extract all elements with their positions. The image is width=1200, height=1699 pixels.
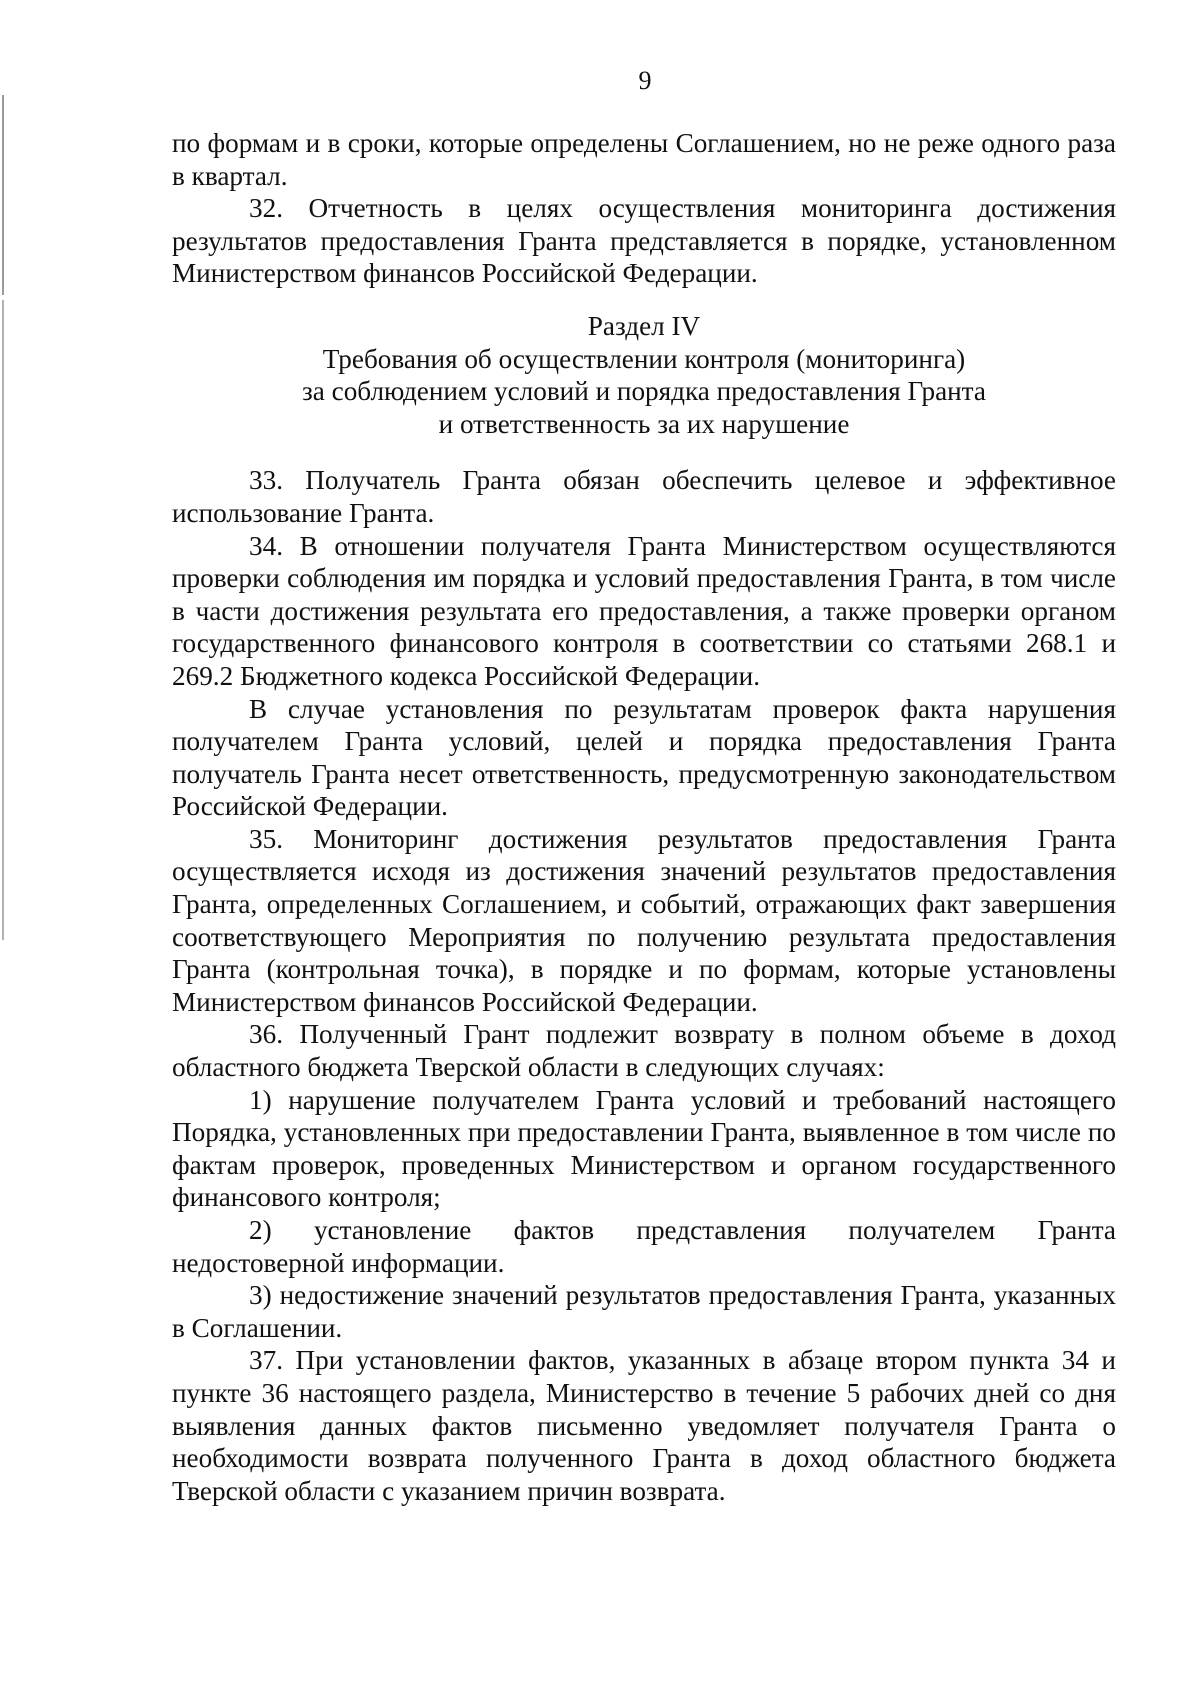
paragraph-32: 32. Отчетность в целях осуществления мониторинга достижения результатов предоставления Гранта представляется в порядке, установленном Министерством финансов Российской Федерации. [172, 193, 1116, 289]
paragraph-33: 33. Получатель Гранта обязан обеспечить целевое и эффективное использование Гранта. [172, 465, 1116, 528]
section-heading [172, 310, 1116, 440]
list-item-3: 3) недостижение значений результатов предоставления Гранта, указанных в Соглашении. [172, 1280, 1116, 1343]
page-number: 9 [638, 66, 652, 95]
paragraph-continuation: по формам и в сроки, которые определены Соглашением, но не реже одного раза в квартал. [172, 128, 1116, 191]
scan-edge-mark [2, 300, 4, 940]
paragraph-34-second: В случае установления по результатам проверок факта нарушения получателем Гранта условий, целей и порядка предоставления Гранта получатель Гранта несет ответственность, предусмотренную законодательством Российской Федерации. [172, 693, 1116, 822]
list-item-1: 1) нарушение получателем Гранта условий и требований настоящего Порядка, установленных при предоставлении Гранта, выявленное в том числе по фактам проверок, проведенных Министерством и органом государственного финансового контроля; [172, 1084, 1116, 1213]
section-title-line: Требования об осуществлении контроля (мониторинга) [322, 343, 966, 374]
document-body [172, 127, 1116, 1507]
section-title-line: и ответственность за их нарушение [438, 408, 850, 439]
paragraph-34: 34. В отношении получателя Гранта Министерством осуществляются проверки соблюдения им порядка и условий предоставления Гранта, в том числе в части достижения результата его предоставления, а также проверки органом государственного финансового контроля в соответствии со статьями 268.1 и 269.2 Бюджетного кодекса Российской Федерации. [172, 530, 1116, 691]
section-title-line: за соблюдением условий и порядка предоставления Гранта [302, 376, 986, 407]
paragraph-36: 36. Полученный Грант подлежит возврату в полном объеме в доход областного бюджета Тверской области в следующих случаях: [172, 1019, 1116, 1083]
scan-edge-mark [2, 95, 4, 295]
paragraph-35: 35. Мониторинг достижения результатов предоставления Гранта осуществляется исходя из достижения значений результатов предоставления Гранта, определенных Соглашением, и событий, отражающих факт завершения соответствующего Мероприятия по получению результата предоставления Гранта (контрольная точка), в порядке и по формам, которые установлены Министерством финансов Российской Федерации. [172, 823, 1116, 1017]
paragraph-37: 37. При установлении фактов, указанных в абзаце втором пункта 34 и пункте 36 настоящего раздела, Министерство в течение 5 рабочих дней со дня выявления данных фактов письменно уведомляет получателя Гранта о необходимости возврата полученного Гранта в доход областного бюджета Тверской области с указанием причин возврата. [172, 1345, 1116, 1506]
section-number: Раздел IV [587, 310, 701, 341]
list-item-2: 2) установление фактов представления получателем Гранта недостоверной информации. [172, 1215, 1116, 1278]
